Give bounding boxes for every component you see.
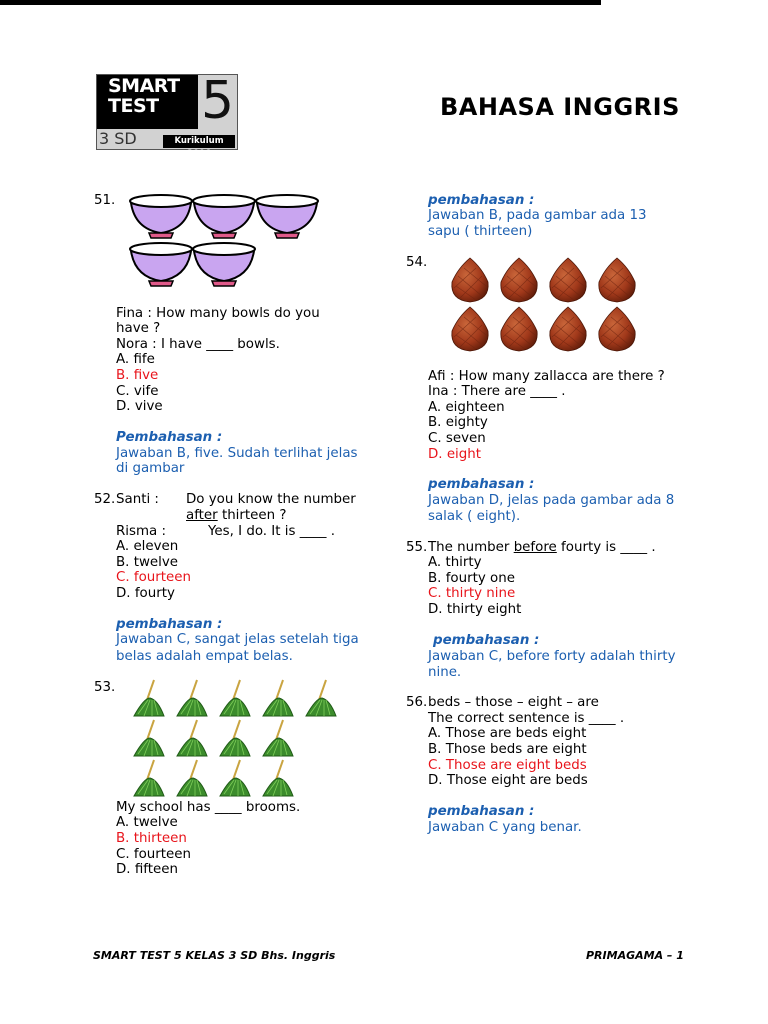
q52-discussion-line1: Jawaban C, sangat jelas setelah tiga: [116, 632, 359, 647]
zalacca-illustration: [444, 254, 640, 354]
q53-option-a: A. twelve: [116, 815, 178, 830]
q54-option-b: B. eighty: [428, 415, 488, 430]
logo-line2: TEST: [108, 95, 159, 117]
zalacca-icon: [599, 307, 635, 351]
q54-number: 54.: [406, 255, 428, 270]
q51-dialog-2: Nora : I have ____ bowls.: [116, 337, 280, 352]
q51-option-b-answer: B. five: [116, 368, 159, 383]
logo-curriculum: Kurikulum 2006: [163, 135, 235, 148]
logo-grade: 3 SD: [99, 129, 137, 148]
q54-dialog-2: Ina : There are ____ .: [428, 384, 566, 399]
footer-page-label: PRIMAGAMA – 1: [586, 949, 684, 962]
q54-dialog-1: Afi : How many zallacca are there ?: [428, 369, 665, 384]
bowl-icon: [193, 243, 255, 286]
q55-option-c-answer: C. thirty nine: [428, 586, 516, 601]
q52-dialog-1b-rest: thirteen ?: [217, 508, 287, 523]
bowl-icon: [193, 195, 255, 238]
q52-option-a: A. eleven: [116, 539, 179, 554]
q52-discussion-heading: pembahasan :: [116, 617, 223, 632]
q52-option-d: D. fourty: [116, 586, 175, 601]
q56-option-a: A. Those are beds eight: [428, 726, 587, 741]
q54-discussion-line2: salak ( eight).: [428, 509, 521, 524]
zalacca-icon: [501, 258, 537, 302]
footer-rule: [0, 4, 601, 5]
broom-icon: [134, 680, 164, 716]
q51-dialog-1: Fina : How many bowls do you: [116, 306, 320, 321]
q55-discussion-line1: Jawaban C, before forty adalah thirty: [428, 649, 676, 664]
q54-option-d-answer: D. eight: [428, 447, 482, 462]
logo-line1: SMART: [108, 75, 180, 97]
q53-discussion-line2: sapu ( thirteen): [428, 224, 533, 239]
q53-option-d: D. fifteen: [116, 862, 178, 877]
broom-icon: [220, 680, 250, 716]
q54-discussion-heading: pembahasan :: [428, 477, 535, 492]
q53-question: My school has ____ brooms.: [116, 800, 301, 815]
q56-words: beds – those – eight – are: [428, 695, 599, 710]
zalacca-icon: [550, 258, 586, 302]
footer-left: SMART TEST 5 KELAS 3 SD Bhs. Inggris: [93, 949, 336, 962]
q53-discussion-line1: Jawaban B, pada gambar ada 13: [428, 208, 647, 223]
bowl-icon: [256, 195, 318, 238]
q51-dialog-1b: have ?: [116, 321, 161, 336]
broom-icon: [306, 680, 336, 716]
q54-option-c: C. seven: [428, 431, 486, 446]
broom-icon: [263, 760, 293, 796]
bowls-illustration: [126, 190, 322, 288]
q55-number: 55.: [406, 540, 428, 555]
q51-discussion-line1: Jawaban B, five. Sudah terlihat jelas: [116, 446, 358, 461]
broom-icon: [177, 760, 207, 796]
q52-dialog-2: Yes, I do. It is ____ .: [208, 524, 336, 539]
q53-discussion-heading: pembahasan :: [428, 193, 535, 208]
q52-option-c-answer: C. fourteen: [116, 570, 191, 585]
zalacca-icon: [599, 258, 635, 302]
q52-option-b: B. twelve: [116, 555, 179, 570]
q54-option-a: A. eighteen: [428, 400, 505, 415]
q51-number: 51.: [94, 193, 116, 208]
broom-icon: [220, 760, 250, 796]
zalacca-icon: [452, 258, 488, 302]
q51-discussion-line2: di gambar: [116, 461, 185, 476]
q53-option-b-answer: B. thirteen: [116, 831, 187, 846]
q55-question: [428, 540, 656, 556]
q56-option-c-answer: C. Those are eight beds: [428, 758, 587, 773]
q52-discussion-line2: belas adalah empat belas.: [116, 649, 293, 664]
zalacca-icon: [452, 307, 488, 351]
zalacca-icon: [550, 307, 586, 351]
broom-icon: [220, 720, 250, 756]
q55-option-b: B. fourty one: [428, 571, 515, 586]
q55-discussion-line2: nine.: [428, 665, 462, 680]
q55-question-pre: The number: [428, 540, 514, 555]
smart-test-logo: [96, 71, 238, 159]
q52-after: after: [186, 508, 218, 523]
q54-discussion-line1: Jawaban D, jelas pada gambar ada 8: [428, 493, 675, 508]
q56-option-b: B. Those beds are eight: [428, 742, 587, 757]
broom-icon: [177, 680, 207, 716]
q55-before: before: [513, 540, 557, 555]
broom-icon: [177, 720, 207, 756]
broom-icon: [134, 720, 164, 756]
broom-icon: [263, 720, 293, 756]
page-title: BAHASA INGGRIS: [440, 93, 680, 121]
q51-option-c: C. vife: [116, 384, 159, 399]
q56-question: The correct sentence is ____ .: [428, 711, 625, 726]
q52-speaker-1: Santi :: [116, 492, 159, 507]
q52-number: 52.: [94, 492, 116, 507]
q56-number: 56.: [406, 695, 428, 710]
q55-question-post: fourty is ____ .: [556, 540, 656, 555]
broom-icon: [263, 680, 293, 716]
q55-option-a: A. thirty: [428, 555, 482, 570]
logo-number: 5: [201, 71, 235, 131]
q55-option-d: D. thirty eight: [428, 602, 522, 617]
q51-option-a: A. fife: [116, 352, 155, 367]
q56-option-d: D. Those eight are beds: [428, 773, 588, 788]
q51-discussion-heading: Pembahasan :: [116, 430, 223, 445]
q52-dialog-1b: [186, 508, 287, 524]
q51-option-d: D. vive: [116, 399, 163, 414]
q56-discussion-heading: pembahasan :: [428, 804, 535, 819]
q52-dialog-1: Do you know the number: [186, 492, 356, 507]
q52-speaker-2: Risma :: [116, 524, 167, 539]
broom-icon: [134, 760, 164, 796]
q53-number: 53.: [94, 680, 116, 695]
bowl-icon: [130, 195, 192, 238]
q56-discussion-line1: Jawaban C yang benar.: [428, 820, 582, 835]
brooms-illustration: [130, 678, 345, 800]
q53-option-c: C. fourteen: [116, 847, 191, 862]
bowl-icon: [130, 243, 192, 286]
q55-discussion-heading: pembahasan :: [433, 633, 540, 648]
zalacca-icon: [501, 307, 537, 351]
